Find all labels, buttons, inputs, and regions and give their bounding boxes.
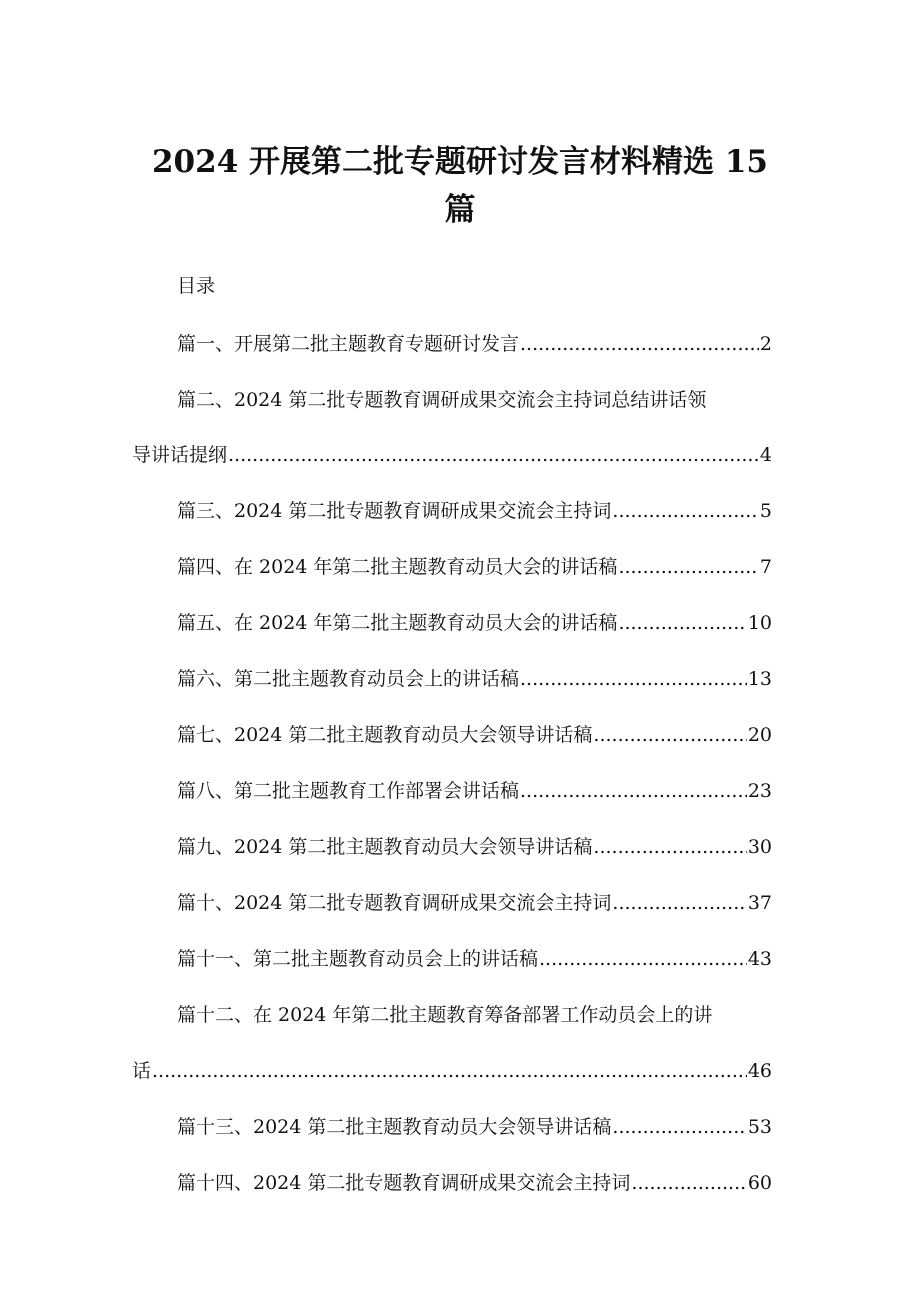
toc-entry-8[interactable]	[177, 782, 772, 801]
toc-entry-7[interactable]	[177, 726, 772, 745]
toc-entry-title: 篇四、在 2024 年第二批主题教育动员大会的讲话稿	[177, 556, 618, 578]
toc-entry-title: 篇十三、2024 第二批主题教育动员大会领导讲话稿	[177, 1116, 612, 1138]
toc-entry-title: 篇一、开展第二批主题教育专题研讨发言	[177, 333, 520, 355]
toc-entry-page: 13	[747, 668, 772, 690]
toc-leader-dots	[612, 1118, 746, 1137]
toc-entry-13[interactable]	[177, 1118, 772, 1137]
toc-entry-title: 篇五、在 2024 年第二批主题教育动员大会的讲话稿	[177, 612, 618, 634]
toc-entry-page: 20	[747, 724, 772, 746]
toc-entry-6[interactable]	[177, 670, 772, 689]
toc-leader-dots	[152, 1062, 747, 1081]
toc-entry-title: 篇八、第二批主题教育工作部署会讲话稿	[177, 780, 520, 802]
toc-leader-dots	[593, 838, 746, 857]
toc-entry-page: 7	[759, 556, 772, 578]
toc-leader-dots	[612, 502, 759, 521]
toc-entry-page: 30	[747, 836, 772, 858]
toc-entry-10[interactable]	[177, 894, 772, 913]
toc-leader-dots	[520, 782, 747, 801]
toc-entry-12-line-2[interactable]	[132, 1062, 772, 1081]
toc-entry-3[interactable]	[177, 502, 772, 521]
toc-entry-2-line-2[interactable]	[132, 446, 772, 465]
toc-entry-title-continued: 话	[132, 1060, 152, 1082]
toc-entry-title: 篇六、第二批主题教育动员会上的讲话稿	[177, 668, 520, 690]
toc-entry-page: 46	[747, 1060, 772, 1082]
toc-entry-title: 篇七、2024 第二批主题教育动员大会领导讲话稿	[177, 724, 593, 746]
toc-entry-5[interactable]	[177, 614, 772, 633]
toc-leader-dots	[631, 1174, 746, 1193]
toc-entry-title: 篇十四、2024 第二批专题教育调研成果交流会主持词	[177, 1172, 631, 1194]
toc-entry-page: 43	[747, 948, 772, 970]
toc-leader-dots	[618, 558, 758, 577]
toc-leader-dots	[618, 614, 746, 633]
toc-entry-12-line-1[interactable]	[177, 1006, 772, 1025]
toc-leader-dots	[228, 446, 759, 465]
toc-entry-title: 篇十二、在 2024 年第二批主题教育筹备部署工作动员会上的讲	[177, 1004, 713, 1026]
toc-entry-page: 23	[747, 780, 772, 802]
toc-heading: 目录	[177, 275, 216, 297]
toc-entry-title: 篇十一、第二批主题教育动员会上的讲话稿	[177, 948, 539, 970]
toc-entry-page: 2	[759, 333, 772, 355]
document-title-line-1: 2024 开展第二批专题研讨发言材料精选 15	[151, 144, 768, 180]
toc-leader-dots	[520, 670, 747, 689]
toc-entry-title: 篇二、2024 第二批专题教育调研成果交流会主持词总结讲话领	[177, 389, 707, 411]
toc-entry-page: 10	[747, 612, 772, 634]
toc-leader-dots	[612, 894, 746, 913]
toc-leader-dots	[593, 726, 746, 745]
toc-leader-dots	[539, 950, 747, 969]
toc-entry-title: 篇九、2024 第二批主题教育动员大会领导讲话稿	[177, 836, 593, 858]
document-title-line-2: 篇	[444, 192, 476, 228]
toc-entry-9[interactable]	[177, 838, 772, 857]
toc-entry-title-continued: 导讲话提纲	[132, 444, 228, 466]
toc-leader-dots	[520, 335, 759, 354]
toc-entry-2-line-1[interactable]	[177, 391, 772, 410]
toc-entry-title: 篇十、2024 第二批专题教育调研成果交流会主持词	[177, 892, 612, 914]
toc-entry-page: 37	[747, 892, 772, 914]
toc-entry-page: 60	[747, 1172, 772, 1194]
toc-entry-4[interactable]	[177, 558, 772, 577]
toc-entry-14[interactable]	[177, 1174, 772, 1193]
toc-entry-11[interactable]	[177, 950, 772, 969]
toc-entry-page: 53	[747, 1116, 772, 1138]
toc-entry-page: 4	[759, 444, 772, 466]
toc-entry-title: 篇三、2024 第二批专题教育调研成果交流会主持词	[177, 500, 612, 522]
toc-entry-1[interactable]	[177, 335, 772, 354]
toc-entry-page: 5	[759, 500, 772, 522]
